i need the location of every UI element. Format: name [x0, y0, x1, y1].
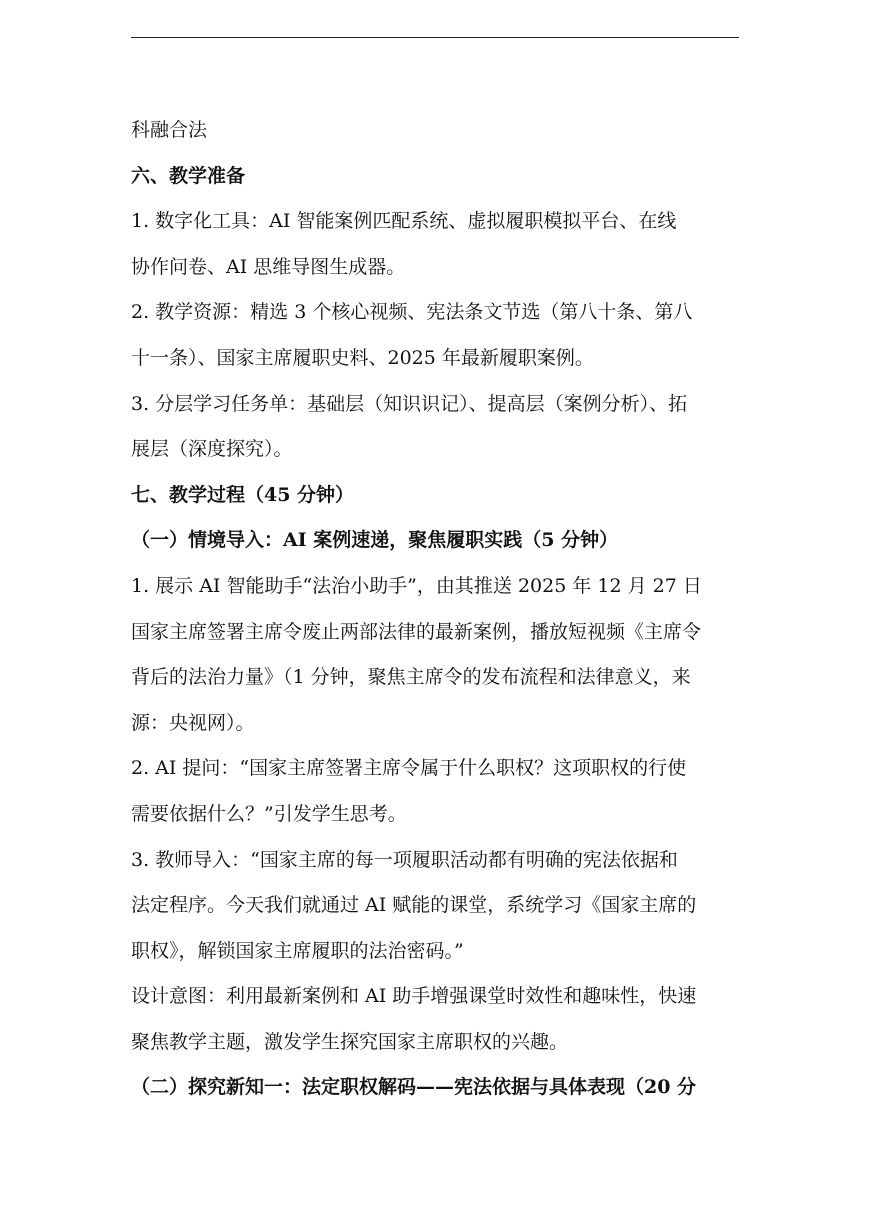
prep-item-3: 3. 分层学习任务单：基础层（知识识记）、提高层（案例分析）、拓	[131, 392, 688, 415]
document-body	[131, 108, 743, 1111]
intro-item-3-cont-a: 法定程序。今天我们就通过 AI 赋能的课堂，系统学习《国家主席的	[131, 894, 697, 917]
design-intent-cont: 聚焦教学主题，激发学生探究国家主席职权的兴趣。	[131, 1030, 569, 1053]
subsection-heading-intro: （一）情境导入：AI 案例速递，聚焦履职实践（5 分钟）	[131, 529, 619, 552]
intro-item-1: 1. 展示 AI 智能助手“法治小助手”，由其推送 2025 年 12 月 27 日	[131, 574, 702, 597]
subsection-heading-explore: （二）探究新知一：法定职权解码——宪法依据与具体表现（20 分	[131, 1076, 697, 1099]
prep-item-1: 1. 数字化工具：AI 智能案例匹配系统、虚拟履职模拟平台、在线	[131, 210, 677, 233]
prep-item-3-cont: 展层（深度探究）。	[131, 438, 293, 461]
intro-item-1-cont-a: 国家主席签署主席令废止两部法律的最新案例，播放短视频《主席令	[131, 620, 702, 643]
intro-item-2-cont: 需要依据什么？”引发学生思考。	[131, 802, 407, 825]
prep-item-2: 2. 教学资源：精选 3 个核心视频、宪法条文节选（第八十条、第八	[131, 301, 693, 324]
prep-item-1-cont: 协作问卷、AI 思维导图生成器。	[131, 255, 406, 278]
paragraph-continuation: 科融合法	[131, 119, 208, 141]
prep-item-2-cont: 十一条）、国家主席履职史料、2025 年最新履职案例。	[131, 346, 594, 369]
intro-item-1-cont-b: 背后的法治力量》（1 分钟，聚焦主席令的发布流程和法律意义，来	[131, 666, 691, 689]
section-heading-process: 七、教学过程（45 分钟）	[131, 483, 355, 506]
design-intent: 设计意图：利用最新案例和 AI 助手增强课堂时效性和趣味性，快速	[131, 985, 697, 1008]
intro-item-3-cont-b: 职权》，解锁国家主席履职的法治密码。”	[131, 939, 464, 962]
intro-item-1-cont-c: 源：央视网）。	[131, 711, 255, 734]
header-rule	[131, 37, 739, 38]
intro-item-2: 2. AI 提问：“国家主席签署主席令属于什么职权？这项职权的行使	[131, 757, 687, 780]
section-heading-preparation: 六、教学准备	[131, 164, 246, 187]
intro-item-3: 3. 教师导入：“国家主席的每一项履职活动都有明确的宪法依据和	[131, 848, 678, 871]
